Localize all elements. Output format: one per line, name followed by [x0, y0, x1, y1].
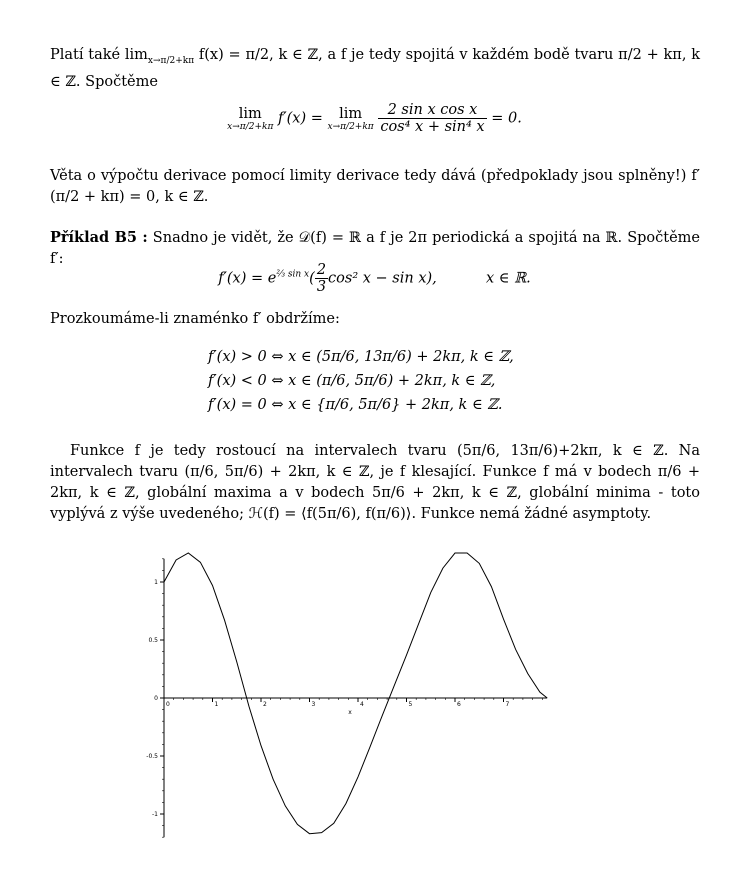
- paragraph-sign: Prozkoumáme-li znaménko f′ obdržíme:: [50, 311, 340, 327]
- plot-ticks: [146, 559, 542, 837]
- limit-operator-2: lim x→π/2+kπ: [327, 105, 374, 132]
- x-axis-label: x: [348, 709, 352, 716]
- limit-operator: lim x→π/2+kπ: [227, 105, 274, 132]
- example-text: Snadno je vidět, že 𝒟(f) = ℝ a f je 2π periodická a spojitá na ℝ. Spočtěme f′:: [50, 230, 700, 267]
- eq2-rest: cos² x − sin x),: [328, 270, 437, 287]
- eq1-lhs: f′(x) =: [277, 110, 323, 127]
- eq2-denominator: 3: [316, 279, 327, 295]
- paragraph-theorem: Věta o výpočtu derivace pomocí limity derivace tedy dává (předpoklady jsou splněny!) f′(π/2 + kπ) = 0, k ∈ ℤ.: [50, 168, 700, 205]
- sign-system: [208, 345, 514, 417]
- eq1-rhs: = 0.: [491, 110, 522, 127]
- x-tick-label: 0: [166, 701, 170, 708]
- example-label: Příklad B5 :: [50, 229, 148, 246]
- paragraph-conclusion: Funkce f je tedy rostoucí na intervalech tvaru (5π/6, 13π/6)+2kπ, k ∈ ℤ. Na intervalech tvaru (π/6, 5π/6) + 2kπ, k ∈ ℤ, je f klesající. Funkce f má v bodech π/6 + 2kπ, k ∈ ℤ, globální maxima a v bodech 5π/6 + 2kπ, k ∈ ℤ, globální minima - toto vyplývá z výše uvedeného; ℋ(f) = ⟨f(5π/6), f(π/6)⟩. Funkce nemá žádné asymptoty.: [50, 443, 700, 522]
- eq2-paren: (: [309, 270, 315, 287]
- limit-subscript-2: x→π/2+kπ: [327, 121, 374, 132]
- eq2-fraction: [315, 262, 328, 295]
- eq1-denominator: cos⁴ x + sin⁴ x: [380, 119, 485, 135]
- sign-row-zero: f′(x) = 0 ⇔ x ∈ {π/6, 5π/6} + 2kπ, k ∈ ℤ.: [208, 397, 503, 413]
- plot-axes: [164, 559, 547, 837]
- y-tick-label: 0: [154, 695, 158, 702]
- equation-derivative: [0, 262, 749, 295]
- paragraph-limit: [50, 45, 700, 93]
- sign-row-negative: f′(x) < 0 ⇔ x ∈ (π/6, 5π/6) + 2kπ, k ∈ ℤ,: [208, 373, 496, 389]
- x-tick-label: 5: [408, 701, 413, 708]
- x-tick-label: 4: [360, 701, 364, 708]
- para1-rest: f(x) = π/2, k ∈ ℤ, a f je tedy spojitá v každém bodě tvaru π/2 + kπ, k ∈ ℤ. Spočtěme: [50, 47, 700, 90]
- x-tick-label: 2: [263, 701, 267, 708]
- eq2-domain: x ∈ ℝ.: [486, 270, 531, 287]
- x-tick-label: 3: [311, 701, 316, 708]
- limit-subscript: x→π/2+kπ: [227, 121, 274, 132]
- eq2-numerator: 2: [316, 262, 327, 278]
- sign-row-positive: f′(x) > 0 ⇔ x ∈ (5π/6, 13π/6) + 2kπ, k ∈ ℤ,: [208, 349, 514, 365]
- y-tick-label: -0.5: [146, 753, 158, 760]
- para1-lim-sub: x→π/2+kπ: [147, 55, 195, 66]
- x-tick-label: 1: [214, 701, 219, 708]
- eq1-fraction: [378, 102, 486, 135]
- plot-curve: [164, 553, 547, 834]
- equation-limit-derivative: [0, 102, 749, 135]
- eq2-exponent: ⅔ sin x: [276, 269, 310, 280]
- eq1-numerator: 2 sin x cos x: [378, 102, 486, 119]
- x-tick-label: 6: [457, 701, 461, 708]
- para1-start: Platí také lim: [50, 47, 148, 63]
- x-tick-label: 7: [505, 701, 510, 708]
- y-tick-label: 1: [154, 579, 158, 586]
- eq2-lhs: f′(x) = e: [218, 270, 277, 287]
- y-tick-label: 0.5: [148, 637, 158, 644]
- y-tick-label: -1: [152, 811, 158, 818]
